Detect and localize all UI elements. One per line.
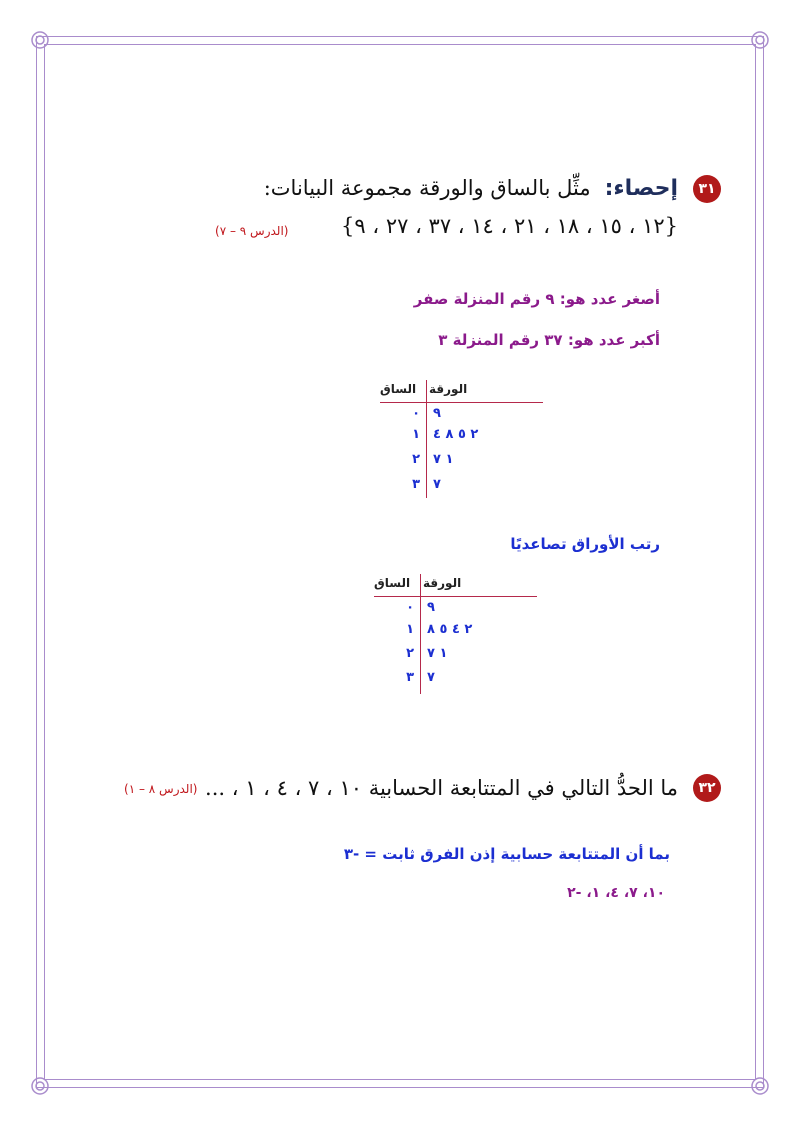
stem-value: ٠ — [406, 600, 414, 615]
leaf-values: ٧ — [433, 477, 441, 492]
max-value-line: أكبر عدد هو: ٣٧ رقم المنزلة ٣ — [438, 331, 660, 349]
corner-ornament-icon — [750, 30, 770, 50]
stem-value: ٢ — [406, 646, 414, 661]
question-31-dataset: {١٢ ، ١٥ ، ١٨ ، ٢١ ، ١٤ ، ٣٧ ، ٢٧ ، ٩} — [341, 214, 678, 238]
stem-header: الساق — [374, 576, 411, 590]
leaf-values: ٩ — [433, 406, 441, 421]
stem-value: ٣ — [412, 477, 420, 492]
plot-header-rule — [374, 596, 537, 597]
stem-value: ٠ — [412, 406, 420, 421]
stem-leaf-plot-sorted — [374, 574, 544, 696]
question-31-text: مثِّل بالساق والورقة مجموعة البيانات: — [263, 176, 591, 200]
sequence-answer: ١٠، ٧، ٤، ١، -٢ — [567, 885, 665, 901]
lesson-reference: (الدرس ٨ – ١) — [124, 782, 198, 796]
plot-divider — [426, 380, 427, 498]
question-number-badge: ٣٢ — [693, 774, 721, 802]
common-difference-line: بما أن المتتابعة حسابية إذن الفرق ثابت = -٣ — [343, 845, 670, 863]
leaf-values: ١ ٧ — [427, 646, 448, 661]
stem-value: ٢ — [412, 452, 420, 467]
leaf-values: ١ ٧ — [433, 452, 454, 467]
question-31-title — [264, 176, 678, 201]
order-instruction: رتب الأوراق تصاعديًا — [510, 535, 660, 553]
leaf-values: ٩ — [427, 600, 435, 615]
corner-ornament-icon — [30, 30, 50, 50]
plot-divider — [420, 574, 421, 694]
min-value-line: أصغر عدد هو: ٩ رقم المنزلة صفر — [413, 290, 660, 308]
question-number-badge: ٣١ — [693, 175, 721, 203]
question-31-label: إحصاء: — [604, 176, 678, 201]
leaf-header: الورقة — [429, 382, 468, 396]
leaf-header: الورقة — [423, 576, 462, 590]
leaf-values: ٢ ٤ ٥ ٨ — [427, 622, 473, 637]
leaf-values: ٢ ٥ ٨ ٤ — [433, 427, 479, 442]
plot-header-rule — [380, 402, 543, 403]
stem-value: ١ — [406, 622, 414, 637]
leaf-values: ٧ — [427, 670, 435, 685]
question-32-text: ما الحدُّ التالي في المتتابعة الحسابية ١٠ ، ٧ ، ٤ ، ١ ، ... — [205, 776, 678, 800]
stem-header: الساق — [380, 382, 417, 396]
lesson-reference: (الدرس ٩ – ٧) — [215, 224, 289, 238]
corner-ornament-icon — [750, 1076, 770, 1096]
stem-value: ١ — [412, 427, 420, 442]
stem-leaf-plot — [380, 380, 550, 500]
corner-ornament-icon — [30, 1076, 50, 1096]
stem-value: ٣ — [406, 670, 414, 685]
